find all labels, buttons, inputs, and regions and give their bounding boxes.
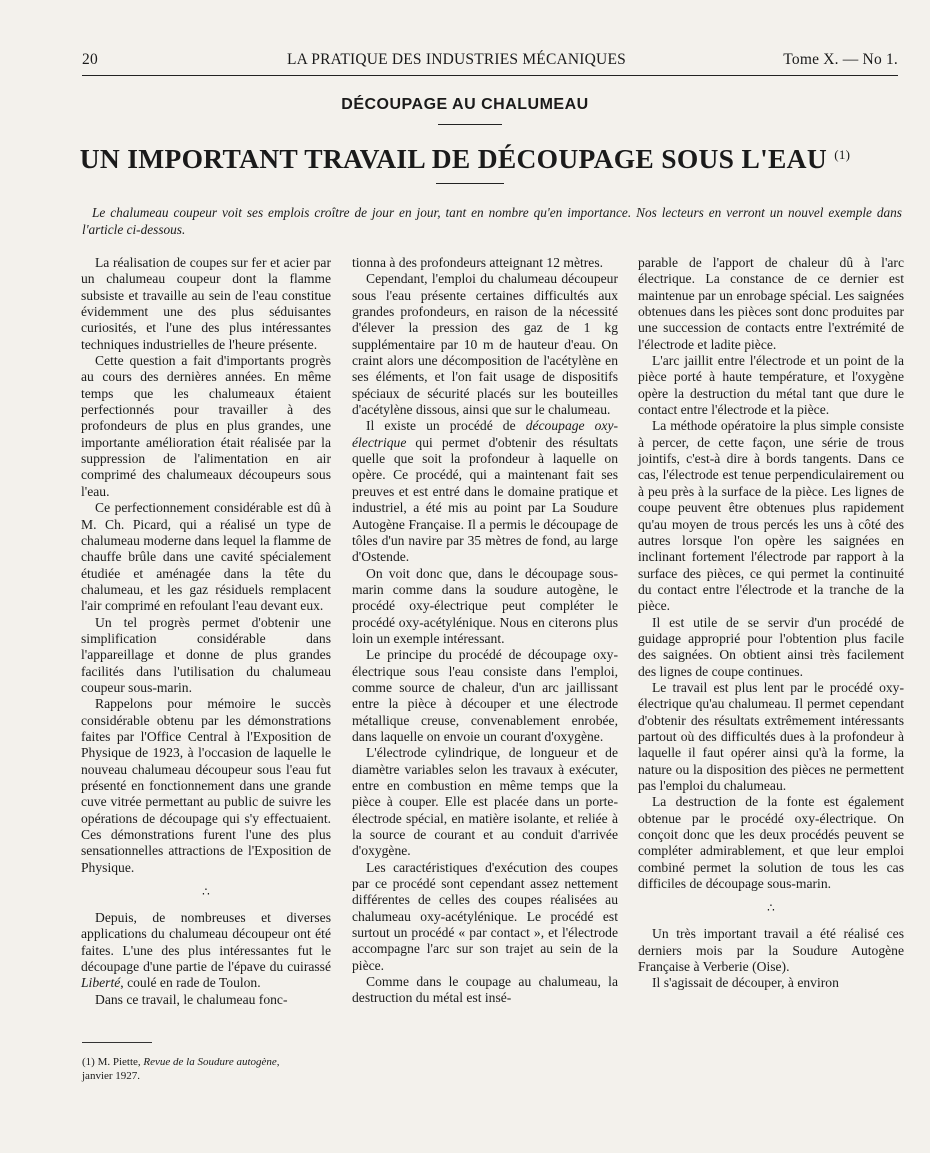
paragraph: La destruction de la fonte est également obtenue par le procédé oxy-électrique. On conçoit donc que les deux procédés peuvent se compléter admirablement, et que leur emploi combiné permet la solution de tous les cas difficiles de découpage sous-marin. (638, 794, 904, 892)
paragraph: tionna à des profondeurs atteignant 12 mètres. (352, 255, 604, 270)
paragraph: Cette question a fait d'importants progrès au cours des dernières années. En même temps que les chalumeaux étaient perfectionnés pour travailler à des profondeurs de plus en plus grandes, une importante amélioration était réalisée par la suppression de l'alimentation en air comprimé des chalumeaux découpeurs sous l'eau. (81, 353, 331, 499)
paragraph: Les caractéristiques d'exécution des coupes par ce procédé sont cependant assez nettement différentes de celles des coupes réalisées au chalumeau oxy-acétylénique. Le procédé est surtout un procédé « par contact », et l'électrode accompagne l'arc sur son trajet au sein de la pièce. (352, 859, 618, 973)
text-run: Il existe un procédé de (366, 418, 526, 434)
column-3 (638, 255, 904, 992)
paragraph: Cependant, l'emploi du chalumeau découpeur sous l'eau présente certaines difficultés aux grandes profondeurs, en raison de la nécessité d'élever la pression des gaz de 1 kg supplémentaire par 10 m de hauteur d'eau. On craint alors une décomposition de l'acétylène en ses éléments, et l'on fait usage de dispositifs spéciaux de sécurité placés sur les bouteilles d'acétylène dissous, ainsi que sur le chalumeau. (352, 271, 618, 418)
title-rule (436, 183, 504, 184)
article-title-text: UN IMPORTANT TRAVAIL DE DÉCOUPAGE SOUS L'EAU (79, 143, 827, 174)
header-rule (82, 75, 898, 76)
column-2 (352, 255, 618, 1007)
paragraph: Le travail est plus lent par le procédé oxy-électrique qu'au chalumeau. Il permet cependant d'obtenir des résultats extrêmement intéressants partout où des difficultés dues à la profondeur à laquelle il faut opérer ainsi qu'à la forme, la nature ou la disposition des pièces ne permettent pas l'emploi du chalumeau. (638, 679, 904, 793)
footnote-date: janvier 1927. (82, 1070, 141, 1082)
paragraph: Un très important travail a été réalisé ces derniers mois par la Soudure Autogène Française à Verberie (Oise). (638, 926, 904, 975)
paragraph: Un tel progrès permet d'obtenir une simplification considérable dans l'appareillage et donne de plus grandes facilités dans l'utilisation du chalumeau coupeur sous-marin. (81, 614, 331, 695)
text-run: qui permet d'obtenir des résultats quelle que soit la profondeur à laquelle on opère. Ce procédé, qui a maintenant fait ses preuves et est entré dans le domaine pratique et industriel, a été mis au point par La Soudure Autogène Française. Il a permis le découpage de tôles d'un navire par 35 mètres de fond, au large d'Ostende. (352, 434, 618, 565)
paragraph: parable de l'apport de chaleur dû à l'arc électrique. La constance de ce dernier est maintenue par un enrobage spécial. Les saignées obtenues dans les pièces sont donc produites par une succession de contacts entre l'extrémité de l'électrode et ladite pièce. (638, 255, 904, 352)
paragraph: L'arc jaillit entre l'électrode et un point de la pièce porté à haute température, et l'oxygène opère la destruction du métal tant que dure le contact entre l'électrode et la pièce. (638, 353, 904, 418)
paragraph: Il s'agissait de découper, à environ (652, 975, 839, 991)
journal-title: LA PRATIQUE DES INDUSTRIES MÉCANIQUES (287, 51, 626, 68)
paragraph (352, 418, 618, 565)
paragraph: Dans ce travail, le chalumeau fonc- (95, 991, 288, 1007)
paragraph: Comme dans le coupage au chalumeau, la destruction du métal est insé- (352, 974, 618, 1006)
volume-issue: Tome X. — No 1. (783, 51, 898, 68)
footnote-author: M. Piette, (97, 1056, 141, 1068)
text-run: Depuis, de nombreuses et diverses applications du chalumeau découpeur ont été faites. L'une des plus intéressantes fut le découpage d'une partie de l'épave du cuirassé (81, 910, 331, 975)
column-1 (81, 255, 331, 1008)
paragraph: On voit donc que, dans le découpage sous-marin comme dans la soudure autogène, le procédé oxy-électrique peut compléter le procédé oxy-acétylénique. Nous en citerons plus loin un exemple intéressant. (352, 565, 618, 646)
section-heading: DÉCOUPAGE AU CHALUMEAU (341, 96, 589, 113)
section-rule (438, 124, 502, 125)
footnote-source: Revue de la Soudure autogène, (143, 1056, 280, 1068)
paragraph: Le principe du procédé de découpage oxy-électrique sous l'eau consiste dans l'emploi, comme source de chaleur, d'un arc jaillissant entre la pièce à découper et une électrode métallique creuse, convenablement enrobée, dans laquelle on envoie un courant d'oxygène. (352, 647, 618, 744)
paragraph: Rappelons pour mémoire le succès considérable obtenu par les démonstrations faites par l'Office Central à l'Exposition de Physique de 1923, à l'occasion de laquelle le nouveau chalumeau découpeur sous l'eau fut présenté en fonctionnement dans une grande cuve vitrée permettant au public de suivre les opérations de découpage qui s'y effectuaient. Ces démonstrations furent l'une des plus sensationnelles attractions de l'Exposition de Physique. (81, 696, 331, 875)
paragraph: Ce perfectionnement considérable est dû à M. Ch. Picard, qui a réalisé un type de chalumeau moderne dans lequel la flamme de chauffe brûle dans une cavité spécialement étudiée et aménagée dans la tête du chalumeau, et les gaz résiduels remplacent l'air comprimé en refoulant l'eau devant eux. (81, 500, 331, 614)
article-title (0, 143, 930, 175)
footnote (82, 1055, 337, 1083)
title-footnote-ref: (1) (834, 147, 851, 162)
paragraph: Il est utile de se servir d'un procédé de guidage approprié pour l'obtention plus facile des saignées. On obtient ainsi très facilement des lignes de coupe continues. (638, 614, 904, 679)
paragraph (81, 910, 331, 992)
paragraph: L'électrode cylindrique, de longueur et de diamètre variables selon les travaux à exécuter, entre en combustion en même temps que la pièce à couper. Elle est placée dans un porte-électrode spécial, en matière isolante, et reliée à la source de courant et au conduit d'arrivée d'oxygène. (352, 745, 618, 859)
ship-name: Liberté (81, 975, 121, 991)
page-number: 20 (82, 51, 98, 68)
section-separator: ∴ (767, 901, 775, 916)
article-intro: Le chalumeau coupeur voit ses emplois croître de jour en jour, tant en nombre qu'en importance. Nos lecteurs en verront un nouvel exemple dans l'article ci-dessous. (82, 205, 902, 237)
paragraph: La réalisation de coupes sur fer et acier par un chalumeau coupeur dont la flamme subsiste et travaille au sein de l'eau constitue évidemment une des plus séduisantes curiosités, et l'une des plus intéressantes techniques industrielles de l'heure présente. (81, 255, 331, 352)
running-head (82, 51, 898, 73)
paragraph: La méthode opératoire la plus simple consiste à percer, de cette façon, une série de trous jointifs, c'est-à dire à bords tangents. Dans ce cas, l'électrode est tenue perpendiculairement ou à peu près à la surface de la pièce. Les lignes de coupe peuvent être obtenues plus rapidement qu'au moyen de trous percés les uns à côté des autres lorsque l'on opère les saignées en inclinant fortement l'électrode par rapport à la surface des pièces, ce qui permet la continuité du contact entre l'électrode et la tranche de la pièce. (638, 418, 904, 614)
footnote-mark: (1) (82, 1056, 95, 1068)
text-run: , coulé en rade de Toulon. (120, 975, 261, 991)
footnote-rule (82, 1042, 152, 1043)
section-separator: ∴ (202, 885, 210, 900)
emphasis: découpage oxy-électrique (352, 418, 619, 450)
